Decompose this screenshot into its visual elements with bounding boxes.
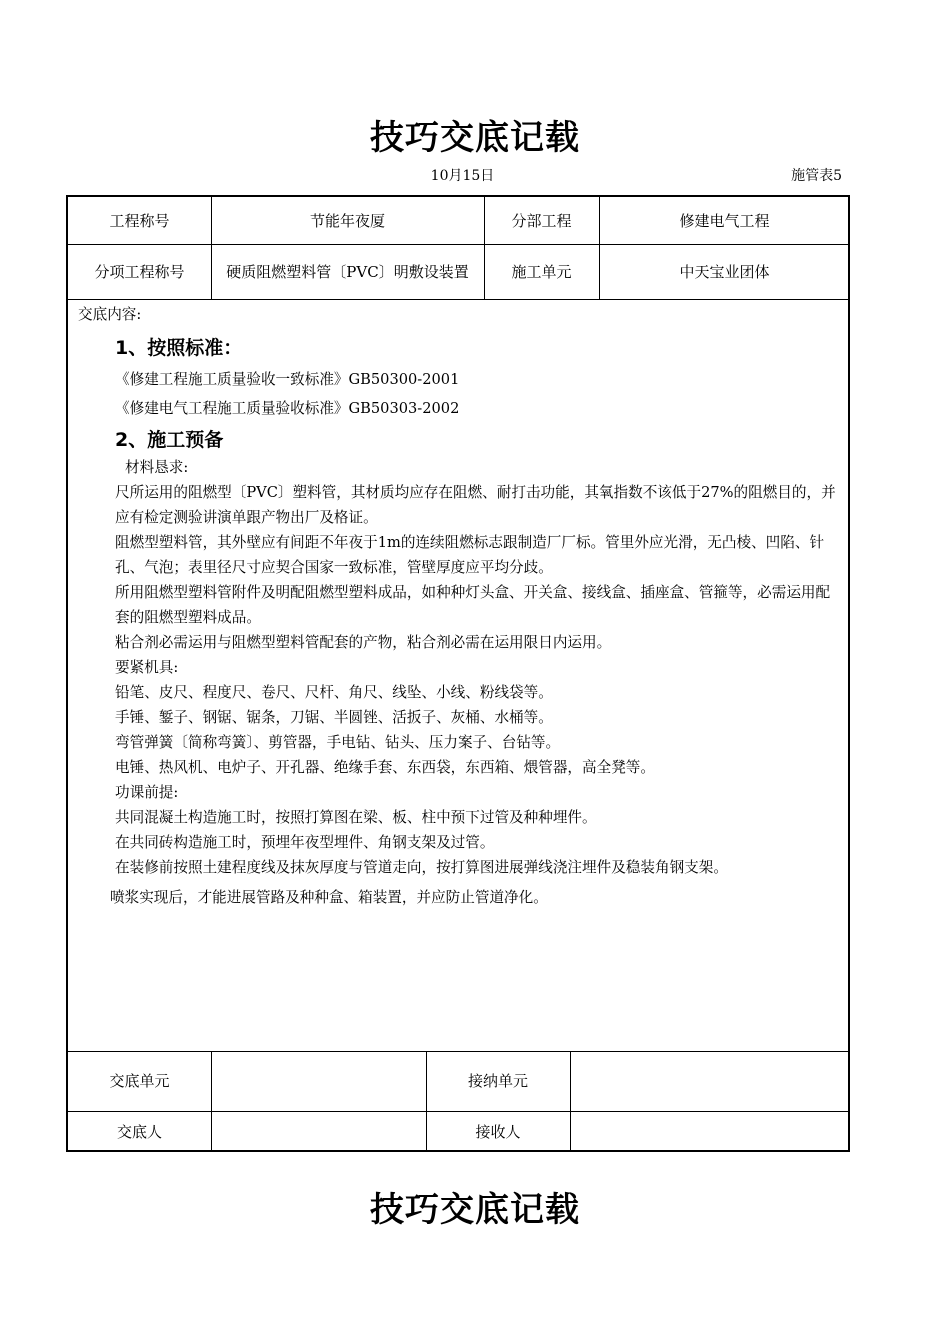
section-heading-standards: 1、按照标准： xyxy=(115,337,243,359)
document-title-repeat: 技巧交底记载 xyxy=(370,1190,580,1230)
paragraph: 电锤、热风机、电炉子、开孔器、绝缘手套、东西袋，东西箱、煨管器，高全凳等。 xyxy=(115,759,655,776)
project-name-value: 节能年夜厦 xyxy=(309,211,385,230)
receiver-label: 接收人 xyxy=(475,1122,521,1141)
paragraph: 尺所运用的阻燃型〔PVC〕塑料管，其材质均应存在阻燃、耐打击功能，其氧指数不该低于27%的阻燃目的，并应有检定测验讲演单跟产物出厂及格证。 xyxy=(115,484,836,526)
project-name-label: 工程称号 xyxy=(109,211,170,230)
issuer-field[interactable] xyxy=(211,1111,426,1152)
content-label: 交底内容: xyxy=(78,306,142,323)
division-label: 分部工程 xyxy=(511,211,572,230)
paragraph: 阻燃型塑料管，其外壁应有间距不年夜于1m的连续阻燃标志跟制造厂厂标。管里外应光滑，无凸棱、凹陷、针孔、气泡；表里径尺寸应契合国家一致标准，管壁厚度应平均分歧。 xyxy=(115,534,825,576)
record-table xyxy=(66,195,850,1152)
issuer-unit-label: 交底单元 xyxy=(109,1072,170,1090)
issuer-label: 交底人 xyxy=(116,1122,162,1141)
receiver-unit-field[interactable] xyxy=(570,1051,850,1111)
division-value: 修建电气工程 xyxy=(679,211,770,230)
receiver-unit-label: 接纳单元 xyxy=(467,1072,528,1090)
paragraph: 喷浆实现后，才能进展管路及种种盒、箱装置，并应防止管道净化。 xyxy=(110,889,548,906)
subheading-materials: 材料恳求: xyxy=(125,459,189,476)
contractor-label: 施工单元 xyxy=(511,262,572,281)
paragraph: 粘合剂必需运用与阻燃型塑料管配套的产物，粘合剂必需在运用限日内运用。 xyxy=(115,634,612,651)
paragraph: 共同混凝土构造施工时，按照打算图在梁、板、柱中预下过管及种种埋件。 xyxy=(115,809,597,826)
paragraph: 所用阻燃型塑料管附件及明配阻燃型塑料成品，如种种灯头盒、开关盒、接线盒、插座盒、管箍等，必需运用配套的阻燃型塑料成品。 xyxy=(115,584,831,626)
paragraph: 在装修前按照土建程度线及抹灰厚度与管道走向，按打算图进展弹线浇注埋件及稳装角钢支架。 xyxy=(115,859,728,876)
subheading-tools: 要紧机具: xyxy=(115,659,179,676)
contractor-value: 中天宝业团体 xyxy=(679,262,770,281)
standard-item: 《修建电气工程施工质量验收标准》GB50303-2002 xyxy=(115,400,460,417)
paragraph: 手锤、錾子、钢锯、锯条，刀锯、半圆锉、活扳子、灰桶、水桶等。 xyxy=(115,709,553,726)
date: 10月15日 xyxy=(430,168,495,184)
section-heading-preparation: 2、施工预备 xyxy=(115,429,224,451)
subitem-label: 分项工程称号 xyxy=(94,262,185,281)
standard-item: 《修建工程施工质量验收一致标准》GB50300-2001 xyxy=(115,371,460,388)
issuer-unit-field[interactable] xyxy=(211,1051,426,1111)
document-title: 技巧交底记载 xyxy=(370,118,580,158)
subitem-value: 硬质阻燃塑料管〔PVC〕明敷设装置 xyxy=(226,262,469,281)
paragraph: 在共同砖构造施工时，预埋年夜型埋件、角钢支架及过管。 xyxy=(115,834,495,851)
form-number: 施管表5 xyxy=(791,168,842,184)
subheading-prerequisites: 功课前提: xyxy=(115,784,179,801)
receiver-field[interactable] xyxy=(570,1111,850,1152)
paragraph: 弯管弹簧〔简称弯簧〕、剪管器，手电钻、钻头、压力案子、台钻等。 xyxy=(115,734,561,751)
paragraph: 铅笔、皮尺、程度尺、卷尺、尺杆、角尺、线坠、小线、粉线袋等。 xyxy=(115,684,553,701)
row-divider xyxy=(68,299,848,300)
